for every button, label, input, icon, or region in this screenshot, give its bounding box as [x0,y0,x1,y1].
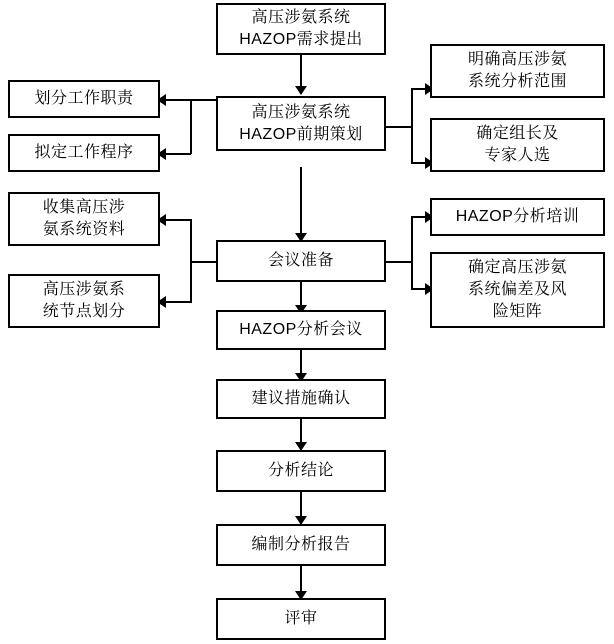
node-label: HAZOP分析会议 [239,321,363,338]
node-define-scope[interactable] [430,44,605,98]
connector-n7-right-trunk [411,216,413,290]
connector-n2-right-stub [382,126,412,128]
node-label: 分析结论 [267,462,334,479]
node-label: 会议准备 [267,252,334,269]
node-hazop-requirement[interactable] [216,3,386,55]
node-deviation-risk-matrix[interactable] [430,252,605,328]
node-hazop-meeting[interactable] [216,310,386,350]
node-analysis-conclusion[interactable] [216,450,386,492]
connector-n7-left-trunk [190,219,192,303]
node-label: 评审 [284,610,318,627]
node-label: 确定组长及 专家人选 [476,125,559,164]
node-label: 高压涉氨系统 HAZOP需求提出 [239,9,363,48]
node-hazop-preplanning[interactable] [216,96,386,151]
node-label: 拟定工作程序 [34,144,134,161]
node-review[interactable] [216,598,386,640]
node-collect-data[interactable] [8,192,160,246]
node-confirm-measures[interactable] [216,379,386,419]
node-label: 高压涉氨系 统节点划分 [42,281,126,320]
node-draft-procedure[interactable] [8,134,160,172]
connector-n2-n7 [300,167,302,242]
node-label: 编制分析报告 [251,536,351,553]
node-label: 明确高压涉氨 系统分析范围 [467,51,567,90]
node-label: 划分工作职责 [34,90,134,107]
node-label: 建议措施确认 [251,390,351,407]
node-label: 收集高压涉 氨系统资料 [42,199,126,238]
node-meeting-preparation[interactable] [216,240,386,282]
node-compile-report[interactable] [216,524,386,566]
arrowhead-n1-n2 [295,86,307,95]
node-divide-responsibility[interactable] [8,80,160,118]
node-node-division[interactable] [8,274,160,328]
node-select-leader-experts[interactable] [430,118,605,172]
node-label: 确定高压涉氨 系统偏差及风 险矩阵 [467,259,567,320]
node-label: HAZOP分析培训 [455,208,580,225]
node-hazop-training[interactable] [430,198,605,236]
connector-n2-right-trunk [411,88,413,164]
connector-n2-left-trunk [190,99,192,154]
node-label: 高压涉氨系统 HAZOP前期策划 [239,103,363,143]
connector-n7-right-stub [382,261,412,263]
